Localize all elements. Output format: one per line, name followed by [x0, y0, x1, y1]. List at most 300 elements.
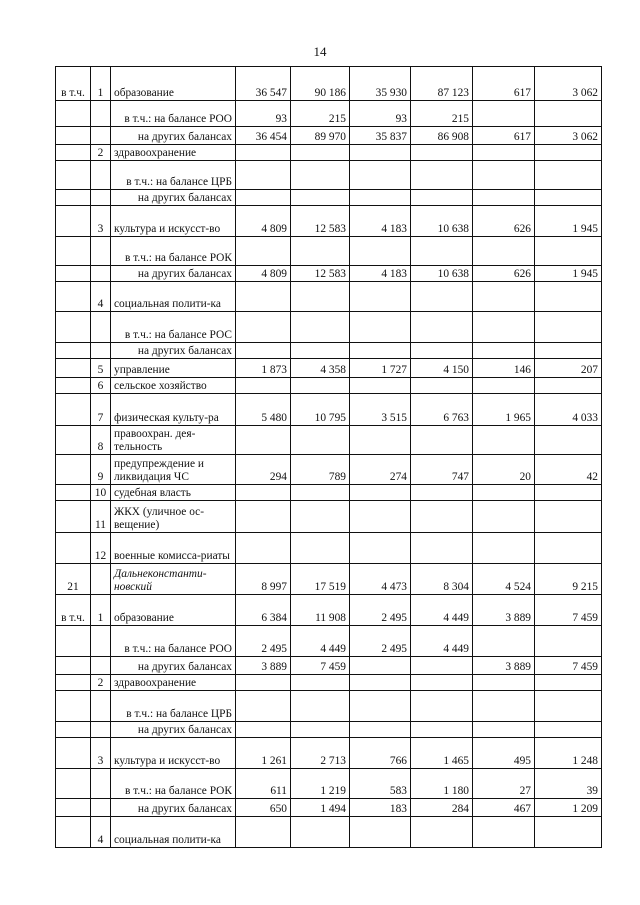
value-cell: 274 — [350, 455, 411, 485]
value-cell: 766 — [350, 738, 411, 769]
value-cell — [411, 343, 473, 359]
row-group-cell — [56, 359, 91, 378]
value-cell: 11 908 — [291, 595, 350, 626]
row-name-cell: образование — [111, 67, 236, 101]
row-number-cell: 3 — [91, 206, 111, 237]
value-cell: 87 123 — [411, 67, 473, 101]
row-group-cell — [56, 190, 91, 206]
value-cell — [473, 190, 535, 206]
row-group-cell — [56, 455, 91, 485]
row-number-cell: 11 — [91, 501, 111, 533]
table-row — [56, 675, 602, 691]
value-cell — [291, 691, 350, 722]
value-cell — [350, 282, 411, 312]
row-group-cell — [56, 626, 91, 657]
value-cell — [350, 657, 411, 675]
value-cell: 12 583 — [291, 266, 350, 282]
value-cell — [236, 145, 291, 161]
value-cell — [236, 722, 291, 738]
row-number-cell: 3 — [91, 738, 111, 769]
value-cell: 36 454 — [236, 127, 291, 145]
table-row — [56, 426, 602, 455]
row-group-cell — [56, 206, 91, 237]
row-name-cell: на других балансах — [111, 799, 236, 817]
row-name-cell: в т.ч.: на балансе РОК — [111, 237, 236, 266]
value-cell — [535, 691, 602, 722]
table-row — [56, 657, 602, 675]
row-number-cell — [91, 799, 111, 817]
value-cell — [473, 485, 535, 501]
row-name-cell: культура и искусст-во — [111, 206, 236, 237]
value-cell: 93 — [350, 101, 411, 127]
value-cell — [535, 501, 602, 533]
value-cell — [236, 426, 291, 455]
row-name-cell: ЖКХ (уличное ос-вещение) — [111, 501, 236, 533]
row-name-cell: предупреждение и ликвидация ЧС — [111, 455, 236, 485]
value-cell — [473, 533, 535, 564]
value-cell — [350, 722, 411, 738]
value-cell: 27 — [473, 769, 535, 799]
value-cell — [473, 282, 535, 312]
value-cell: 7 459 — [291, 657, 350, 675]
row-group-cell — [56, 657, 91, 675]
value-cell — [236, 378, 291, 394]
value-cell — [350, 501, 411, 533]
value-cell: 2 495 — [350, 626, 411, 657]
value-cell — [291, 675, 350, 691]
value-cell — [411, 533, 473, 564]
value-cell — [411, 485, 473, 501]
row-number-cell — [91, 769, 111, 799]
value-cell: 146 — [473, 359, 535, 378]
value-cell: 2 713 — [291, 738, 350, 769]
value-cell — [535, 626, 602, 657]
row-number-cell — [91, 343, 111, 359]
value-cell: 626 — [473, 266, 535, 282]
value-cell — [473, 237, 535, 266]
row-group-cell: в т.ч. — [56, 67, 91, 101]
table-row — [56, 533, 602, 564]
value-cell: 583 — [350, 769, 411, 799]
row-number-cell — [91, 691, 111, 722]
value-cell — [411, 657, 473, 675]
row-name-cell: в т.ч.: на балансе РОК — [111, 769, 236, 799]
value-cell — [473, 343, 535, 359]
value-cell: 1 219 — [291, 769, 350, 799]
value-cell: 10 795 — [291, 394, 350, 426]
table-row — [56, 564, 602, 595]
table-row — [56, 394, 602, 426]
table-row — [56, 626, 602, 657]
value-cell — [291, 817, 350, 848]
value-cell — [473, 161, 535, 190]
value-cell — [411, 378, 473, 394]
value-cell: 1 180 — [411, 769, 473, 799]
value-cell: 86 908 — [411, 127, 473, 145]
value-cell: 7 459 — [535, 657, 602, 675]
row-group-cell — [56, 501, 91, 533]
row-number-cell — [91, 312, 111, 343]
row-name-cell: в т.ч.: на балансе РОО — [111, 101, 236, 127]
row-group-cell: в т.ч. — [56, 595, 91, 626]
value-cell — [350, 378, 411, 394]
table-row — [56, 501, 602, 533]
value-cell — [350, 190, 411, 206]
value-cell: 35 837 — [350, 127, 411, 145]
value-cell — [236, 691, 291, 722]
value-cell — [473, 691, 535, 722]
value-cell — [291, 237, 350, 266]
value-cell: 39 — [535, 769, 602, 799]
row-name-cell: в т.ч.: на балансе ЦРБ — [111, 161, 236, 190]
value-cell — [291, 282, 350, 312]
value-cell: 495 — [473, 738, 535, 769]
table-row — [56, 799, 602, 817]
table-row — [56, 127, 602, 145]
value-cell: 4 809 — [236, 206, 291, 237]
row-name-cell: социальная полити-ка — [111, 817, 236, 848]
value-cell: 3 515 — [350, 394, 411, 426]
table-row — [56, 378, 602, 394]
table-row — [56, 595, 602, 626]
row-name-cell: на других балансах — [111, 722, 236, 738]
row-group-cell — [56, 101, 91, 127]
value-cell: 4 524 — [473, 564, 535, 595]
row-name-cell: социальная полити-ка — [111, 282, 236, 312]
value-cell — [350, 691, 411, 722]
row-name-cell: на других балансах — [111, 127, 236, 145]
value-cell: 4 473 — [350, 564, 411, 595]
row-group-cell — [56, 145, 91, 161]
value-cell — [535, 282, 602, 312]
value-cell — [473, 145, 535, 161]
value-cell — [473, 626, 535, 657]
value-cell — [350, 426, 411, 455]
value-cell: 5 480 — [236, 394, 291, 426]
value-cell: 17 519 — [291, 564, 350, 595]
value-cell: 8 304 — [411, 564, 473, 595]
table-row — [56, 145, 602, 161]
value-cell — [535, 343, 602, 359]
value-cell: 294 — [236, 455, 291, 485]
value-cell — [236, 675, 291, 691]
value-cell — [535, 533, 602, 564]
table-row — [56, 282, 602, 312]
value-cell: 650 — [236, 799, 291, 817]
value-cell: 1 209 — [535, 799, 602, 817]
row-name-cell: в т.ч.: на балансе РОО — [111, 626, 236, 657]
row-name-cell: образование — [111, 595, 236, 626]
value-cell — [291, 378, 350, 394]
value-cell: 183 — [350, 799, 411, 817]
value-cell — [535, 190, 602, 206]
value-cell: 3 889 — [473, 657, 535, 675]
value-cell — [350, 145, 411, 161]
table-row — [56, 190, 602, 206]
value-cell — [236, 237, 291, 266]
value-cell — [411, 501, 473, 533]
value-cell: 1 727 — [350, 359, 411, 378]
row-number-cell: 9 — [91, 455, 111, 485]
row-name-cell: здравоохранение — [111, 675, 236, 691]
value-cell — [411, 722, 473, 738]
table-row — [56, 738, 602, 769]
row-group-cell — [56, 161, 91, 190]
row-number-cell: 12 — [91, 533, 111, 564]
row-number-cell: 4 — [91, 817, 111, 848]
table-row — [56, 817, 602, 848]
value-cell: 4 449 — [411, 626, 473, 657]
value-cell — [350, 343, 411, 359]
budget-table — [55, 66, 602, 848]
value-cell: 6 384 — [236, 595, 291, 626]
value-cell: 747 — [411, 455, 473, 485]
value-cell: 10 638 — [411, 206, 473, 237]
value-cell: 467 — [473, 799, 535, 817]
value-cell — [411, 145, 473, 161]
value-cell: 1 248 — [535, 738, 602, 769]
value-cell — [535, 312, 602, 343]
value-cell: 9 215 — [535, 564, 602, 595]
row-name-cell: сельское хозяйство — [111, 378, 236, 394]
row-number-cell: 6 — [91, 378, 111, 394]
row-group-cell — [56, 237, 91, 266]
value-cell: 1 945 — [535, 206, 602, 237]
budget-table-body — [56, 67, 602, 848]
row-name-cell: в т.ч.: на балансе РОС — [111, 312, 236, 343]
row-name-cell: Дальнеконстанти-новский — [111, 564, 236, 595]
value-cell — [411, 190, 473, 206]
value-cell: 1 873 — [236, 359, 291, 378]
value-cell: 42 — [535, 455, 602, 485]
value-cell: 4 033 — [535, 394, 602, 426]
row-group-cell — [56, 817, 91, 848]
row-group-cell — [56, 691, 91, 722]
table-row — [56, 266, 602, 282]
row-number-cell — [91, 127, 111, 145]
value-cell: 93 — [236, 101, 291, 127]
row-group-cell — [56, 378, 91, 394]
row-group-cell: 21 — [56, 564, 91, 595]
row-number-cell — [91, 161, 111, 190]
value-cell — [236, 533, 291, 564]
value-cell — [291, 533, 350, 564]
value-cell — [236, 485, 291, 501]
row-name-cell: на других балансах — [111, 657, 236, 675]
row-name-cell: здравоохранение — [111, 145, 236, 161]
row-number-cell: 8 — [91, 426, 111, 455]
value-cell — [236, 190, 291, 206]
value-cell: 1 494 — [291, 799, 350, 817]
row-group-cell — [56, 769, 91, 799]
value-cell — [411, 312, 473, 343]
row-number-cell — [91, 237, 111, 266]
value-cell — [411, 237, 473, 266]
value-cell — [473, 378, 535, 394]
table-row — [56, 67, 602, 101]
value-cell — [350, 312, 411, 343]
value-cell: 89 970 — [291, 127, 350, 145]
value-cell — [535, 101, 602, 127]
row-name-cell: физическая культу-ра — [111, 394, 236, 426]
table-row — [56, 343, 602, 359]
row-group-cell — [56, 127, 91, 145]
value-cell — [535, 675, 602, 691]
value-cell: 1 945 — [535, 266, 602, 282]
value-cell: 3 062 — [535, 67, 602, 101]
row-number-cell: 7 — [91, 394, 111, 426]
value-cell — [535, 485, 602, 501]
row-number-cell — [91, 190, 111, 206]
value-cell: 90 186 — [291, 67, 350, 101]
row-number-cell — [91, 722, 111, 738]
value-cell — [291, 501, 350, 533]
value-cell: 1 261 — [236, 738, 291, 769]
value-cell: 1 965 — [473, 394, 535, 426]
table-row — [56, 455, 602, 485]
value-cell — [411, 675, 473, 691]
value-cell — [236, 161, 291, 190]
row-group-cell — [56, 312, 91, 343]
value-cell — [411, 282, 473, 312]
row-number-cell: 10 — [91, 485, 111, 501]
row-number-cell: 2 — [91, 675, 111, 691]
row-number-cell: 1 — [91, 67, 111, 101]
value-cell: 3 889 — [473, 595, 535, 626]
value-cell: 284 — [411, 799, 473, 817]
table-row — [56, 769, 602, 799]
row-name-cell: на других балансах — [111, 266, 236, 282]
value-cell — [236, 282, 291, 312]
value-cell: 4 150 — [411, 359, 473, 378]
row-name-cell: культура и искусст-во — [111, 738, 236, 769]
row-name-cell: в т.ч.: на балансе ЦРБ — [111, 691, 236, 722]
row-group-cell — [56, 675, 91, 691]
row-name-cell: на других балансах — [111, 343, 236, 359]
value-cell: 215 — [411, 101, 473, 127]
value-cell — [350, 675, 411, 691]
row-group-cell — [56, 266, 91, 282]
table-row — [56, 206, 602, 237]
value-cell — [473, 426, 535, 455]
value-cell — [291, 312, 350, 343]
value-cell — [535, 817, 602, 848]
row-group-cell — [56, 485, 91, 501]
value-cell: 6 763 — [411, 394, 473, 426]
value-cell — [535, 722, 602, 738]
row-number-cell: 1 — [91, 595, 111, 626]
row-number-cell: 4 — [91, 282, 111, 312]
value-cell: 4 449 — [411, 595, 473, 626]
value-cell — [291, 145, 350, 161]
value-cell — [291, 485, 350, 501]
value-cell: 207 — [535, 359, 602, 378]
row-group-cell — [56, 426, 91, 455]
row-group-cell — [56, 343, 91, 359]
value-cell: 7 459 — [535, 595, 602, 626]
value-cell — [535, 426, 602, 455]
value-cell — [535, 378, 602, 394]
table-row — [56, 101, 602, 127]
value-cell: 4 449 — [291, 626, 350, 657]
row-group-cell — [56, 722, 91, 738]
row-name-cell: на других балансах — [111, 190, 236, 206]
value-cell — [535, 145, 602, 161]
table-row — [56, 161, 602, 190]
value-cell: 10 638 — [411, 266, 473, 282]
value-cell: 789 — [291, 455, 350, 485]
value-cell: 4 358 — [291, 359, 350, 378]
value-cell — [411, 161, 473, 190]
value-cell — [411, 426, 473, 455]
value-cell: 2 495 — [236, 626, 291, 657]
value-cell: 4 809 — [236, 266, 291, 282]
table-row — [56, 691, 602, 722]
table-row — [56, 359, 602, 378]
row-name-cell: военные комисса-риаты — [111, 533, 236, 564]
value-cell — [411, 691, 473, 722]
table-row — [56, 237, 602, 266]
value-cell: 1 465 — [411, 738, 473, 769]
row-group-cell — [56, 738, 91, 769]
page-number: 14 — [313, 44, 327, 59]
value-cell — [411, 817, 473, 848]
table-row — [56, 485, 602, 501]
value-cell — [350, 485, 411, 501]
value-cell — [350, 237, 411, 266]
row-number-cell — [91, 266, 111, 282]
table-row — [56, 312, 602, 343]
value-cell — [350, 161, 411, 190]
row-number-cell — [91, 101, 111, 127]
value-cell: 626 — [473, 206, 535, 237]
value-cell — [291, 190, 350, 206]
row-number-cell — [91, 657, 111, 675]
value-cell — [291, 343, 350, 359]
value-cell: 611 — [236, 769, 291, 799]
value-cell — [236, 501, 291, 533]
row-group-cell — [56, 282, 91, 312]
value-cell: 617 — [473, 67, 535, 101]
value-cell: 2 495 — [350, 595, 411, 626]
value-cell: 3 062 — [535, 127, 602, 145]
row-group-cell — [56, 799, 91, 817]
row-name-cell: судебная власть — [111, 485, 236, 501]
value-cell — [473, 675, 535, 691]
value-cell: 3 889 — [236, 657, 291, 675]
value-cell: 12 583 — [291, 206, 350, 237]
value-cell — [236, 312, 291, 343]
value-cell — [473, 101, 535, 127]
row-number-cell — [91, 626, 111, 657]
value-cell: 4 183 — [350, 206, 411, 237]
value-cell — [236, 817, 291, 848]
value-cell — [473, 722, 535, 738]
value-cell: 35 930 — [350, 67, 411, 101]
value-cell — [350, 533, 411, 564]
row-number-cell: 5 — [91, 359, 111, 378]
value-cell — [291, 161, 350, 190]
value-cell: 215 — [291, 101, 350, 127]
value-cell — [473, 312, 535, 343]
value-cell — [535, 237, 602, 266]
value-cell — [291, 426, 350, 455]
row-number-cell: 2 — [91, 145, 111, 161]
row-number-cell — [91, 564, 111, 595]
row-name-cell: управление — [111, 359, 236, 378]
value-cell — [473, 817, 535, 848]
value-cell: 36 547 — [236, 67, 291, 101]
